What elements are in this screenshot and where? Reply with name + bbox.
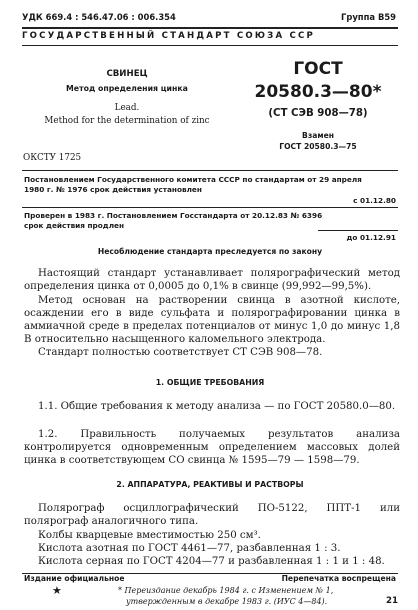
official-edition: Издание официальное: [24, 574, 125, 583]
group-code: Группа В59: [341, 12, 396, 22]
intro-paragraph-2: Метод основан на растворении свинца в азотной кислоте, осаждении его в виде сульфата и полярографировании цинка в аммиачной среде в пределах потенциалов от минус 1,0 до минус 1,8 В относительно насыщенного каломельного электрода.: [24, 295, 400, 345]
gost-number: 20580.3—80*: [254, 82, 382, 102]
approval-rule-top: [22, 170, 398, 171]
title-ru: СВИНЕЦ: [106, 69, 148, 79]
udk-code: УДК 669.4 : 546.47.06 : 006.354: [22, 12, 176, 22]
page-number: 21: [386, 596, 398, 606]
section-2-paragraph-3: Кислота азотная по ГОСТ 4461—77, разбавленная 1 : 3.: [38, 543, 341, 554]
reprint-prohibited: Перепечатка воспрещена: [281, 574, 396, 583]
date-to: до 01.12.91: [346, 233, 396, 242]
replace-label: Взамен: [302, 131, 334, 140]
law-warning: Несоблюдение стандарта преследуется по закону: [97, 247, 323, 256]
approval-rule-mid: [22, 207, 398, 208]
reissue-note: [118, 585, 333, 607]
subtitle-en: Method for the determination of zinc: [44, 116, 210, 126]
section-2-heading: 2. АППАРАТУРА, РЕАКТИВЫ И РАСТВОРЫ: [116, 480, 304, 489]
title-en: Lead.: [114, 103, 140, 113]
subtitle-ru: Метод определения цинка: [66, 84, 188, 93]
sev-number: (СТ СЭВ 908—78): [268, 108, 368, 119]
gost-label: ГОСТ: [293, 59, 343, 79]
okstu-code: ОКСТУ 1725: [23, 153, 82, 163]
state-standard-title: ГОСУДАРСТВЕННЫЙ СТАНДАРТ СОЮЗА ССР: [22, 31, 316, 41]
header-rule-top: [22, 27, 398, 29]
intro-paragraph-1: Настоящий стандарт устанавливает полярографический метод определения цинка от 0,0005 до 0,1% в свинце (99,992—99,5%).: [24, 268, 400, 292]
star-icon: ★: [52, 584, 62, 597]
date-to-rule: [318, 230, 398, 231]
header-rule-bottom: [22, 45, 398, 46]
section-1-paragraph-1: 1.1. Общие требования к методу анализа — по ГОСТ 20580.0—80.: [38, 401, 396, 412]
approval-line-2: 1980 г. № 1976 срок действия установлен: [24, 185, 202, 194]
section-2-paragraph-4: Кислота серная по ГОСТ 4204—77 и разбавленная 1 : 1 и 1 : 48.: [38, 556, 385, 567]
check-line-2: срок действия продлен: [24, 221, 125, 230]
reissue-note-line-1: * Переиздание декабрь 1984 г. с Изменением № 1,: [118, 586, 334, 595]
reissue-note-line-2: утвержденным в декабре 1983 г. (ИУС 4—84).: [126, 597, 328, 606]
section-1-paragraph-2: 1.2. Правильность получаемых результатов анализа контролируется одновременным определением массовых долей цинка в соответствующем СО свинца № 1595—79 — 1598—79.: [24, 429, 400, 466]
date-from: с 01.12.80: [353, 196, 396, 205]
section-2-paragraph-2: Колбы кварцевые вместимостью 250 см³.: [38, 530, 261, 541]
approval-line-1: Постановлением Государственного комитета СССР по стандартам от 29 апреля: [24, 175, 362, 184]
section-2-paragraph-1: Полярограф осциллографический ПО-5122, ППТ-1 или полярограф аналогичного типа.: [24, 503, 400, 527]
section-1-heading: 1. ОБЩИЕ ТРЕБОВАНИЯ: [155, 378, 265, 387]
replace-number: ГОСТ 20580.3—75: [279, 142, 357, 151]
check-line-1: Проверен в 1983 г. Постановлением Госстандарта от 20.12.83 № 6396: [24, 211, 323, 220]
intro-paragraph-3: Стандарт полностью соответствует СТ СЭВ 908—78.: [38, 347, 323, 358]
